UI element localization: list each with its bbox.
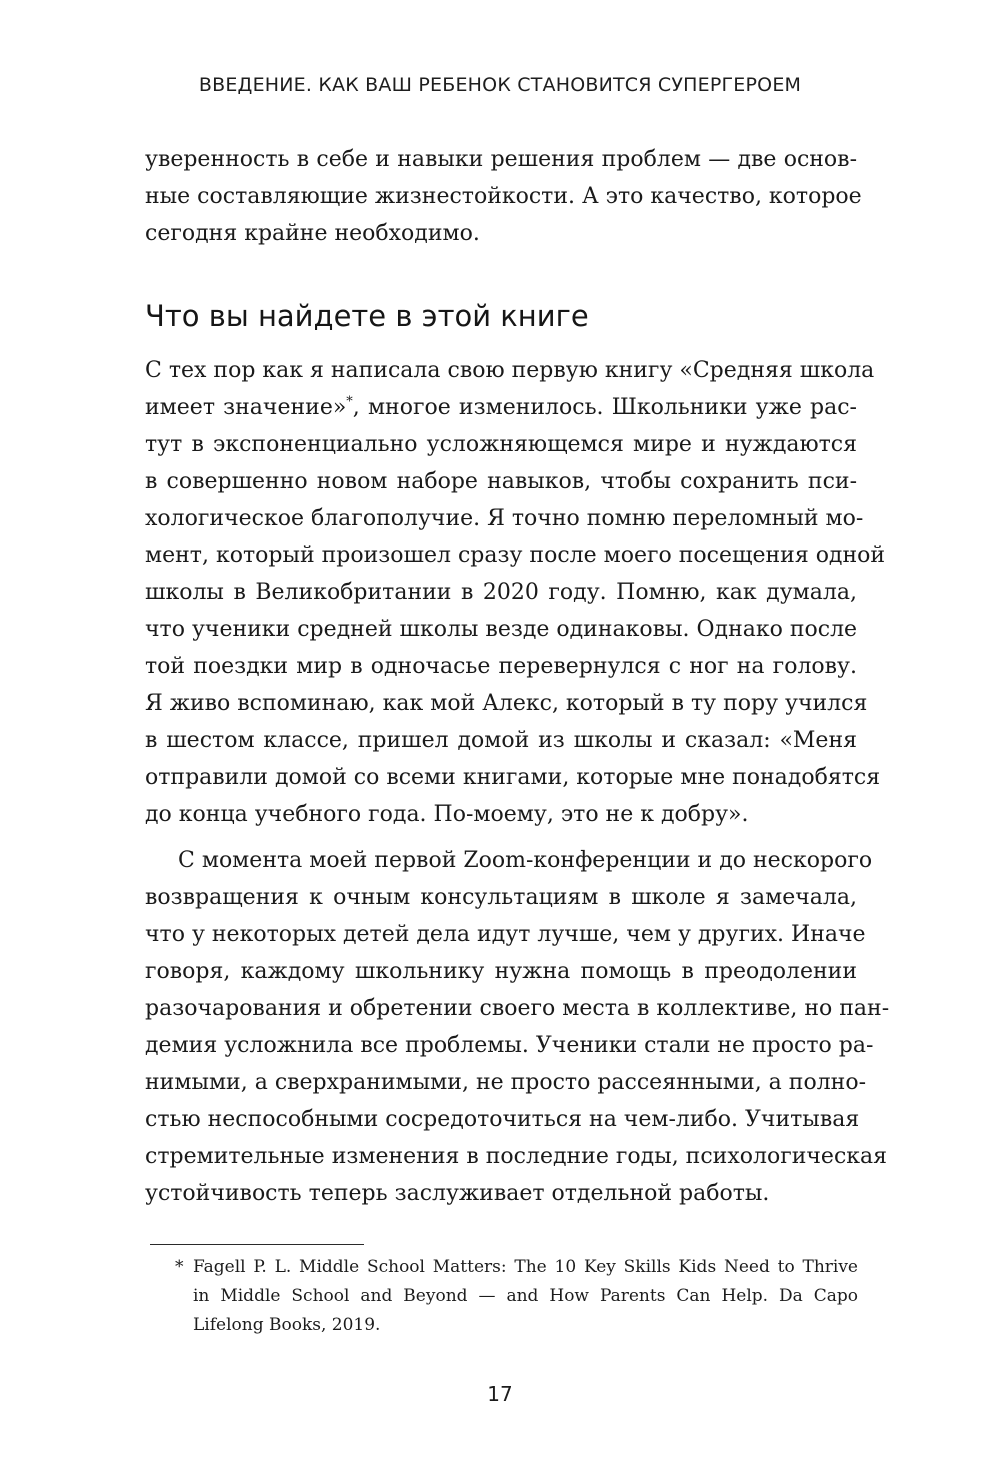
page-number: 17 [487, 1382, 513, 1406]
text-line: что ученики средней школы везде одинаковы. Однако после [145, 617, 858, 642]
footnote-line: in Middle School and Beyond — and How Parents Can Help. Da Capo [193, 1286, 858, 1306]
text-line: стремительные изменения в последние годы, психологическая [145, 1144, 888, 1169]
text-line: возвращения к очным консультациям в школе я замечала, [145, 885, 857, 910]
text-line: той поездки мир в одночасье перевернулся с ног на голову. [145, 654, 857, 679]
text-line: тут в экспоненциально усложняющемся мире и нуждаются [145, 432, 857, 457]
footnote [175, 1253, 858, 1340]
intro-paragraph [145, 141, 862, 252]
text-line: говоря, каждому школьнику нужна помощь в преодолении [145, 959, 857, 984]
text-line: мент, который произошел сразу после моего посещения одной [145, 543, 886, 568]
footnote-divider [150, 1244, 364, 1245]
text-line: Я живо вспоминаю, как мой Алекс, который в ту пору учился [145, 691, 868, 716]
text-line: сегодня крайне необходимо. [145, 221, 480, 246]
text-line: в совершенно новом наборе навыков, чтобы сохранить пси- [145, 469, 857, 494]
text-segment: , многое изменилось. Школьники уже рас- [352, 395, 857, 420]
text-line: хологическое благополучие. Я точно помню переломный мо- [145, 506, 864, 531]
paragraph-2 [145, 842, 890, 1212]
section-heading: Что вы найдете в этой книге [145, 299, 589, 333]
text-line: до конца учебного года. По-моему, это не к добру». [145, 802, 749, 827]
text-line: С тех пор как я написала свою первую книгу «Средняя школа [145, 358, 875, 383]
text-line: школы в Великобритании в 2020 году. Помню, как думала, [145, 580, 857, 605]
text-line: что у некоторых детей дела идут лучше, чем у других. Иначе [145, 922, 866, 947]
text-line: отправили домой со всеми книгами, которые мне понадобятся [145, 765, 881, 790]
footnote-marker: * [175, 1257, 184, 1277]
text-line: нимыми, а сверхранимыми, не просто рассеянными, а полно- [145, 1070, 867, 1095]
text-segment: имеет значение» [145, 395, 347, 420]
text-line: устойчивость теперь заслуживает отдельной работы. [145, 1181, 770, 1206]
text-line: в шестом классе, пришел домой из школы и сказал: «Меня [145, 728, 857, 753]
footnote-reference[interactable]: * [346, 394, 353, 410]
text-line: ные составляющие жизнестойкости. А это качество, которое [145, 184, 862, 209]
text-line: уверенность в себе и навыки решения проблем — две основ- [145, 147, 857, 172]
text-line-with-footnote-mark [145, 389, 857, 426]
footnote-line: Lifelong Books, 2019. [193, 1315, 381, 1335]
text-line: С момента моей первой Zoom-конференции и до нескорого [178, 848, 873, 873]
paragraph-1 [145, 352, 886, 833]
footnote-line: Fagell P. L. Middle School Matters: The 10 Key Skills Kids Need to Thrive [193, 1257, 858, 1277]
text-line: стью неспособными сосредоточиться на чем-либо. Учитывая [145, 1107, 860, 1132]
text-line: разочарования и обретении своего места в коллективе, но пан- [145, 996, 890, 1021]
text-line: демия усложнила все проблемы. Ученики стали не просто ра- [145, 1033, 874, 1058]
running-head: ВВЕДЕНИЕ. КАК ВАШ РЕБЕНОК СТАНОВИТСЯ СУПЕРГЕРОЕМ [198, 74, 802, 96]
